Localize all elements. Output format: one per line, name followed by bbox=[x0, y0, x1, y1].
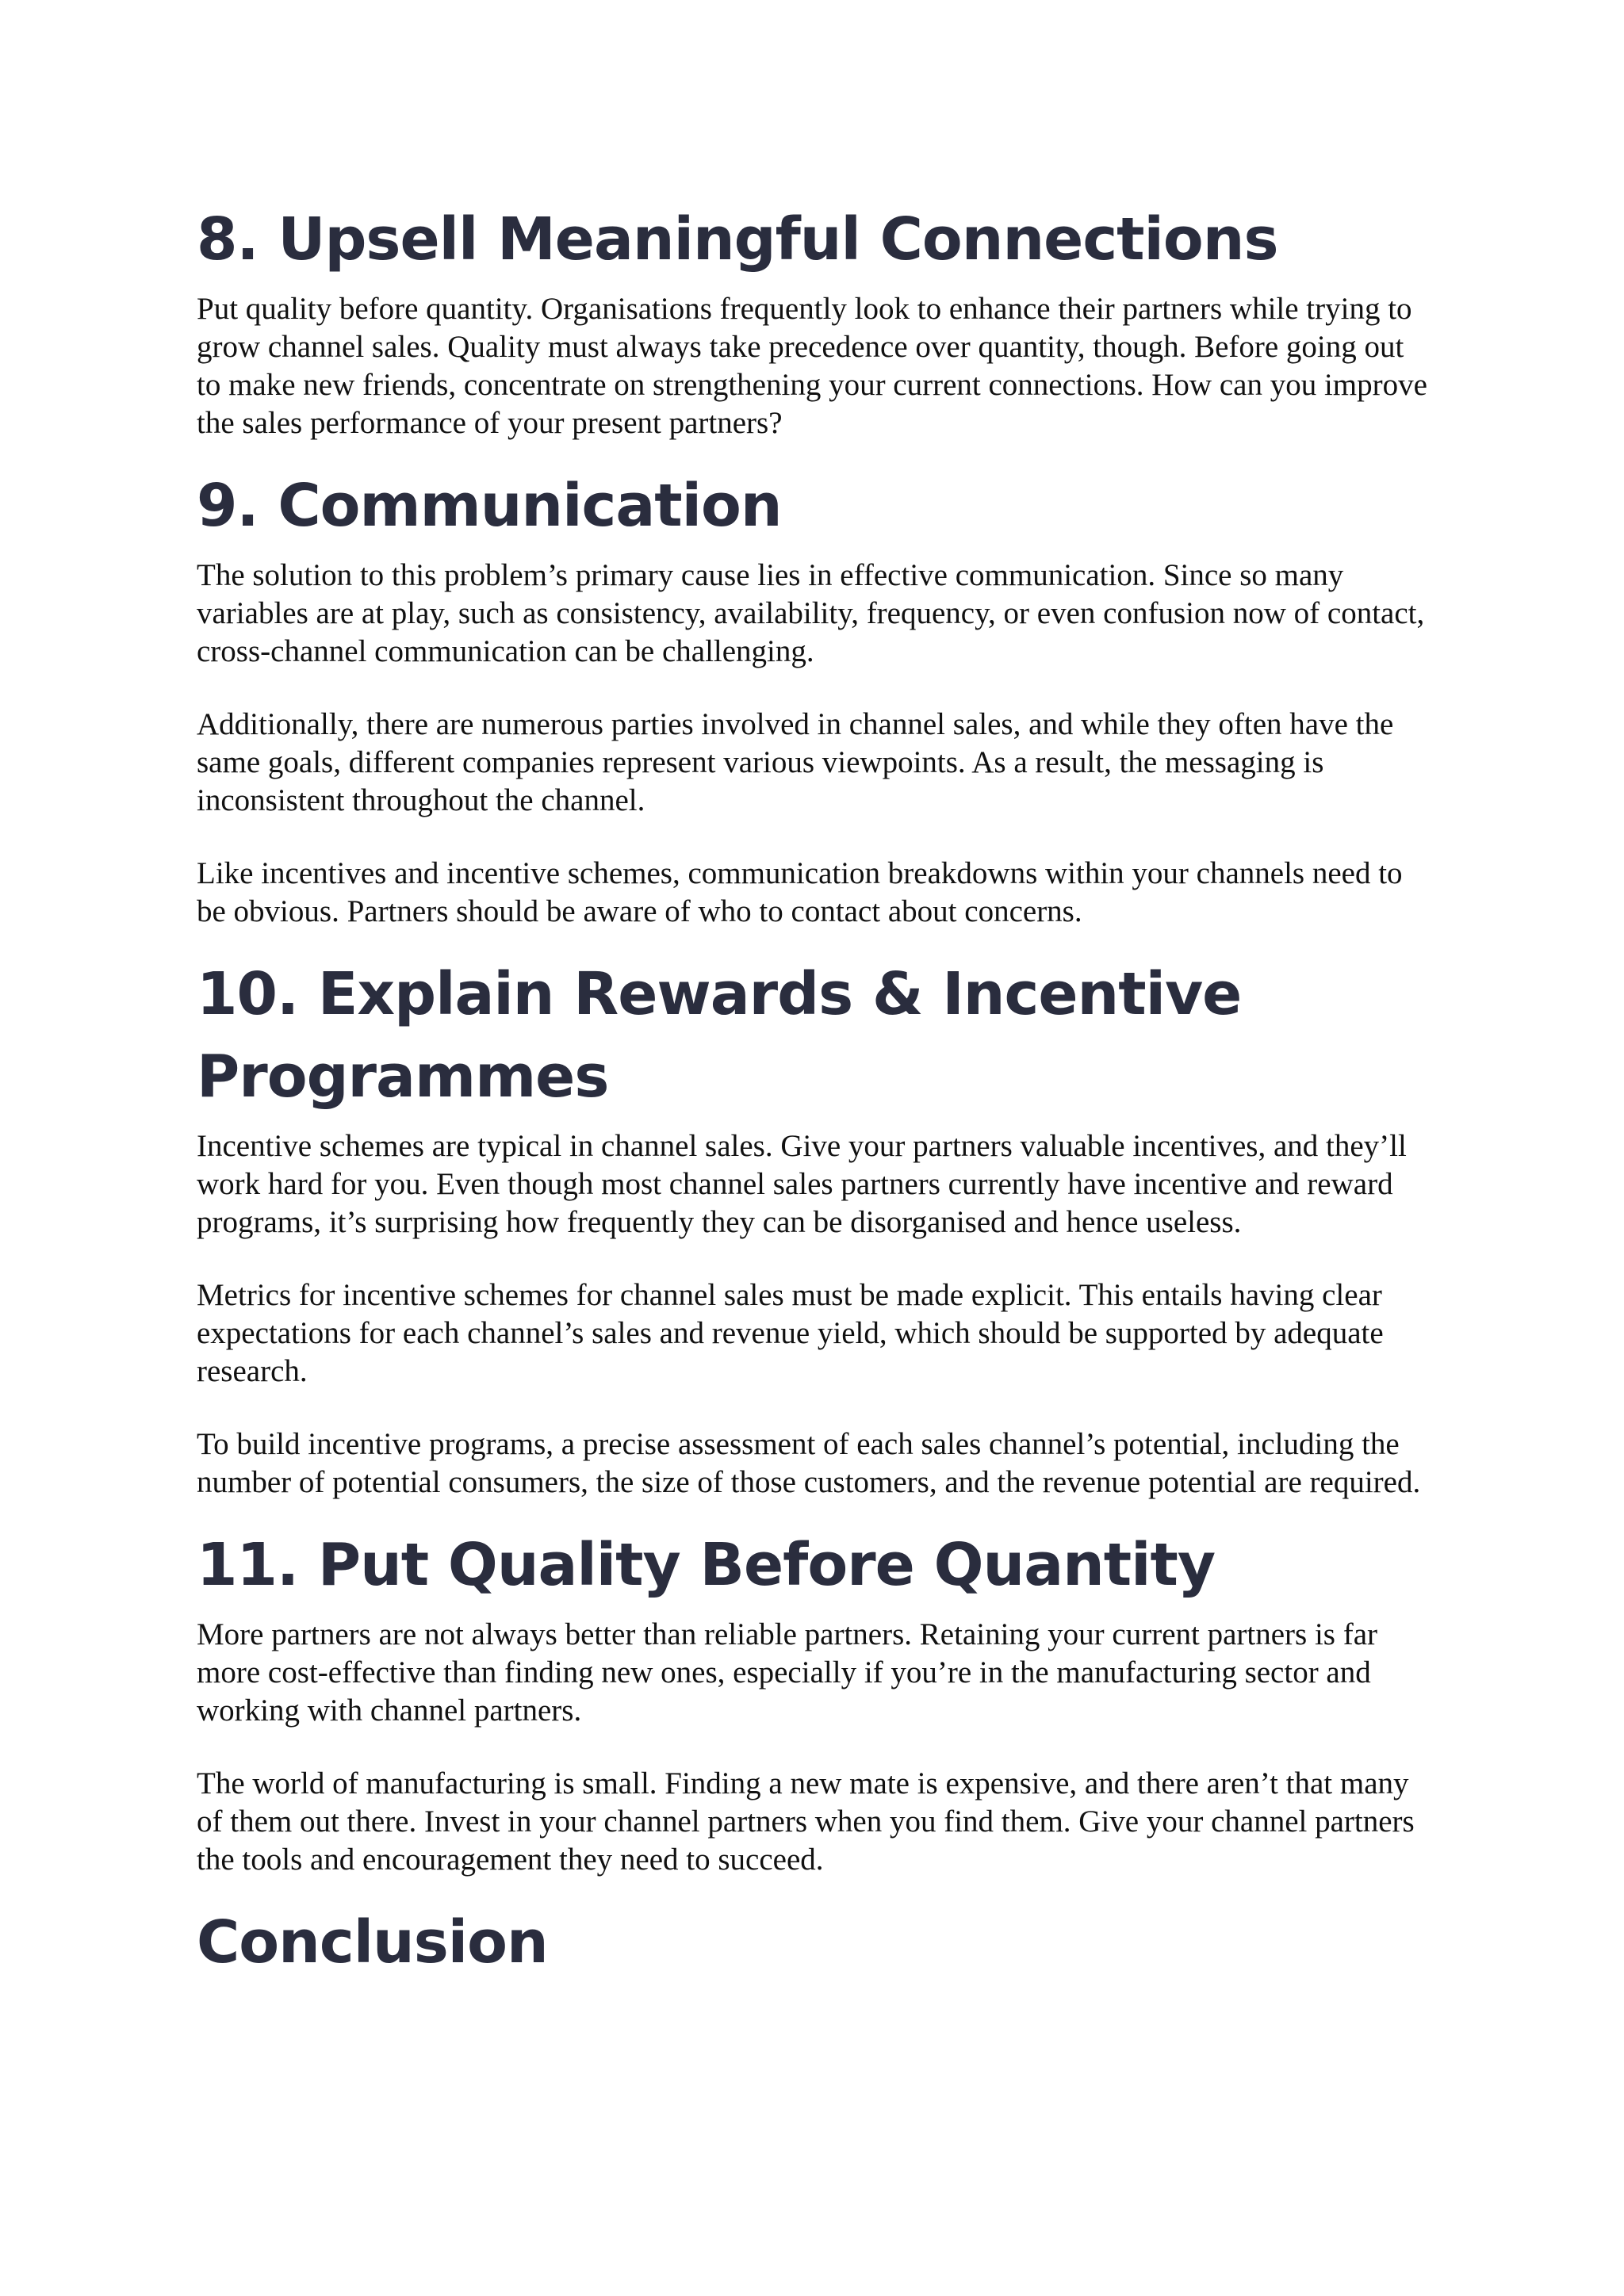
section-upsell bbox=[197, 198, 1434, 442]
document-page bbox=[197, 198, 1434, 1993]
section-heading: 8. Upsell Meaningful Connections bbox=[197, 205, 1278, 274]
paragraph: Like incentives and incentive schemes, communication breakdowns within your channels need to be obvious. Partners should be aware of who to contact about concerns. bbox=[197, 856, 1403, 928]
paragraph: Additionally, there are numerous parties involved in channel sales, and while they often have the same goals, different companies represent various viewpoints. As a result, the messaging is inconsistent throughout the channel. bbox=[197, 707, 1394, 817]
paragraph: The world of manufacturing is small. Finding a new mate is expensive, and there aren’t that many of them out there. Invest in your channel partners when you find them. Give your channel partners the tools and encouragement they need to succeed. bbox=[197, 1766, 1415, 1877]
section-communication bbox=[197, 465, 1434, 931]
section-heading: Conclusion bbox=[197, 1908, 548, 1976]
section-conclusion bbox=[197, 1901, 1434, 1984]
section-heading: 10. Explain Rewards & Incentive Programmes bbox=[197, 960, 1242, 1111]
section-heading: 9. Communication bbox=[197, 472, 782, 540]
paragraph: To build incentive programs, a precise assessment of each sales channel’s potential, including the number of potential consumers, the size of those customers, and the revenue potential are required. bbox=[197, 1427, 1421, 1499]
section-heading: 11. Put Quality Before Quantity bbox=[197, 1531, 1216, 1599]
paragraph: Incentive schemes are typical in channel sales. Give your partners valuable incentives, and they’ll work hard for you. Even though most channel sales partners currently have incentive and reward programs, it’s surprising how frequently they can be disorganised and hence useless. bbox=[197, 1129, 1407, 1239]
section-quality bbox=[197, 1524, 1434, 1879]
paragraph: Metrics for incentive schemes for channel sales must be made explicit. This entails having clear expectations for each channel’s sales and revenue yield, which should be supported by adequate research. bbox=[197, 1278, 1384, 1388]
paragraph: More partners are not always better than reliable partners. Retaining your current partners is far more cost-effective than finding new ones, especially if you’re in the manufacturing sector and working with channel partners. bbox=[197, 1617, 1377, 1728]
paragraph: Put quality before quantity. Organisations frequently look to enhance their partners while trying to grow channel sales. Quality must always take precedence over quantity, though. Before going out to make new friends, concentrate on strengthening your current connections. How can you improve the sales performance of your present partners? bbox=[197, 292, 1427, 440]
section-rewards bbox=[197, 953, 1434, 1502]
paragraph: The solution to this problem’s primary cause lies in effective communication. Since so many variables are at play, such as consistency, availability, frequency, or even confusion now of contact, cross-channel communication can be challenging. bbox=[197, 558, 1425, 668]
